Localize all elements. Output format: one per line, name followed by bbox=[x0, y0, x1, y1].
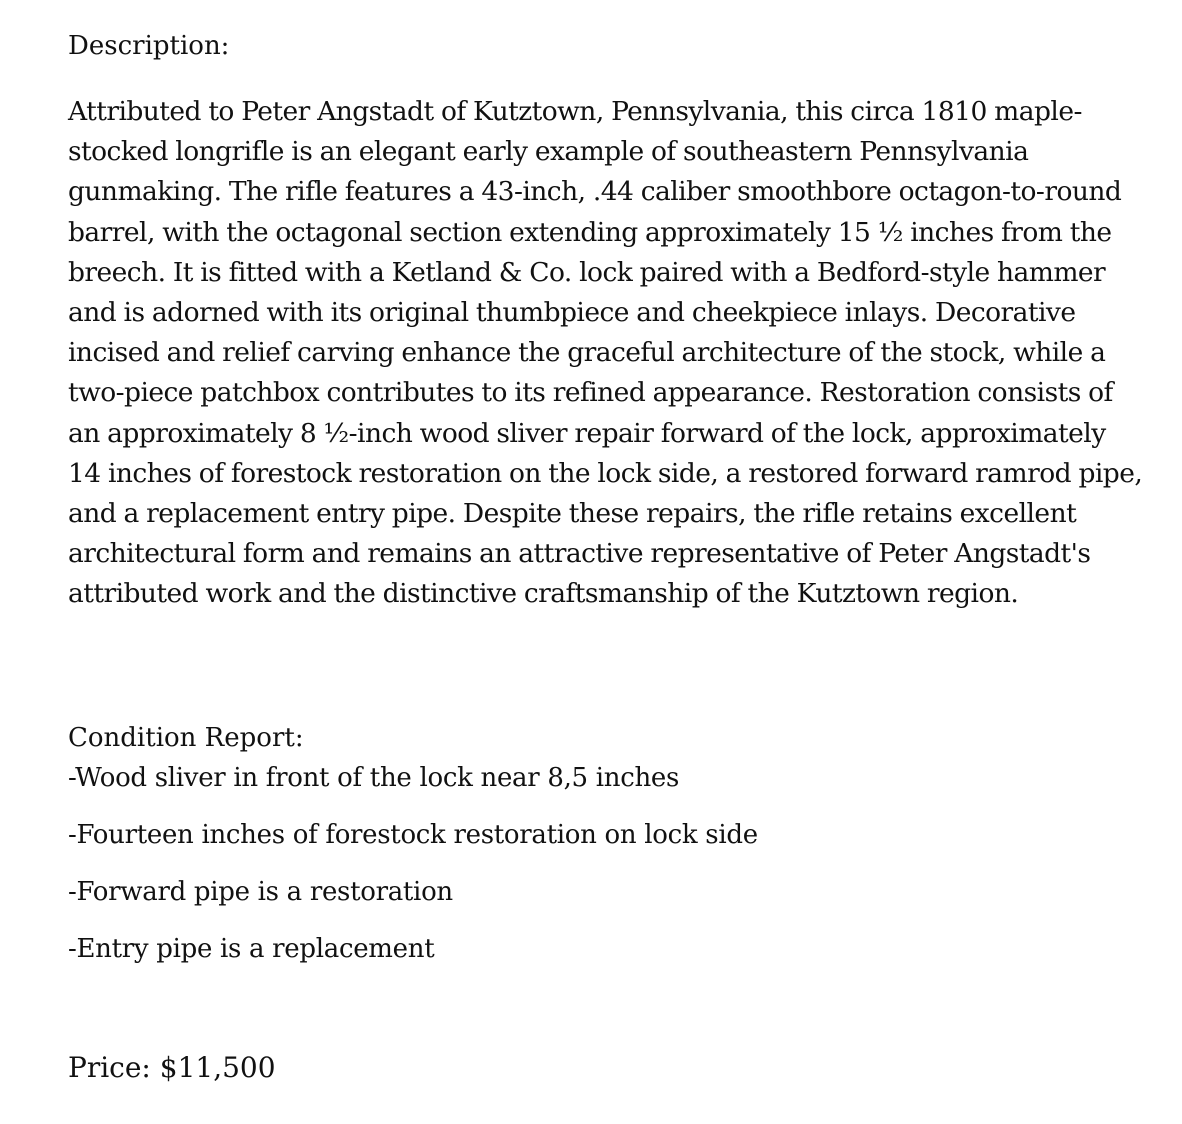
description-body: Attributed to Peter Angstadt of Kutztown, Pennsylvania, this circa 1810 maple-stocked longrifle is an elegant early example of southeastern Pennsylvania gunmaking. The rifle features a 43-inch, .44 caliber smoothbore octagon-to-round barrel, with the octagonal section extending approximately 15 ½ inches from the breech. It is fitted with a Ketland & Co. lock paired with a Bedford-style hammer and is adorned with its original thumbpiece and cheekpiece inlays. Decorative incised and relief carving enhance the graceful architecture of the stock, while a two-piece patchbox contributes to its refined appearance. Restoration consists of an approximately 8 ½-inch wood sliver repair forward of the lock, approximately 14 inches of forestock restoration on the lock side, a restored forward ramrod pipe, and a replacement entry pipe. Despite these repairs, the rifle retains excellent architectural form and remains an attractive representative of Peter Angstadt's attributed work and the distinctive craftsmanship of the Kutztown region. bbox=[68, 96, 1143, 610]
condition-item: -Fourteen inches of forestock restoration on lock side bbox=[68, 820, 758, 850]
condition-item: -Forward pipe is a restoration bbox=[68, 877, 453, 907]
condition-item: -Wood sliver in front of the lock near 8,5 inches bbox=[68, 763, 680, 793]
condition-report-heading: Condition Report: bbox=[68, 723, 304, 753]
description-heading: Description: bbox=[68, 31, 230, 61]
condition-item: -Entry pipe is a replacement bbox=[68, 934, 435, 964]
condition-report-list bbox=[68, 758, 758, 986]
price-label: Price: $11,500 bbox=[68, 1051, 276, 1084]
